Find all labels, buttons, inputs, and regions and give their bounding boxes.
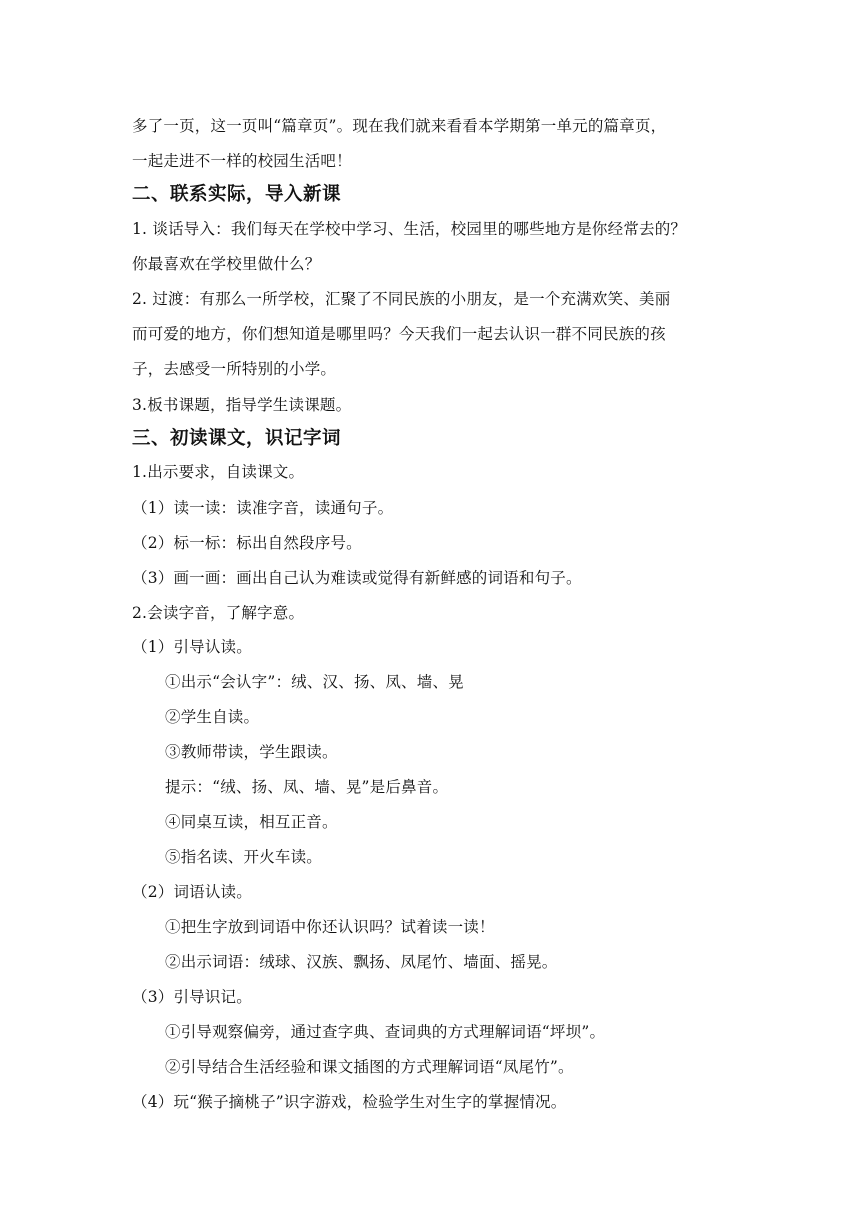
paragraph-line: 2. 过渡：有那么一所学校，汇聚了不同民族的小朋友，是一个充满欢笑、美丽 — [132, 290, 671, 308]
list-item: ③教师带读，学生跟读。 — [165, 743, 338, 761]
paragraph-line: 子，去感受一所特别的小学。 — [132, 360, 337, 378]
list-item: ①把生字放到词语中你还认识吗？试着读一读！ — [165, 918, 495, 936]
list-item: ①出示“会认字”：绒、汉、扬、凤、墙、晃 — [165, 673, 464, 691]
section-heading-2: 二、联系实际，导入新课 — [132, 184, 342, 205]
list-item: ②学生自读。 — [165, 708, 260, 726]
list-item: （1）读一读：读准字音，读通句子。 — [132, 499, 394, 517]
list-item: （3）画一画：画出自己认为难读或觉得有新鲜感的词语和句子。 — [132, 569, 582, 587]
list-item: ①引导观察偏旁，通过查字典、查词典的方式理解词语“坪坝”。 — [165, 1023, 606, 1041]
step-line: 2.会读字音，了解字意。 — [132, 604, 305, 622]
paragraph-line: 3.板书课题，指导学生读课题。 — [132, 396, 352, 414]
list-item: ②引导结合生活经验和课文插图的方式理解词语“凤尾竹”。 — [165, 1058, 574, 1076]
sub-step-line: （1）引导认读。 — [132, 638, 252, 656]
list-item: ②出示词语：绒球、汉族、飘扬、凤尾竹、墙面、摇晃。 — [165, 953, 558, 971]
intro-line-2: 一起走进不一样的校园生活吧！ — [132, 152, 352, 170]
paragraph-line: 1. 谈话导入：我们每天在学校中学习、生活，校园里的哪些地方是你经常去的？ — [132, 220, 687, 238]
paragraph-line: 而可爱的地方，你们想知道是哪里吗？今天我们一起去认识一群不同民族的孩 — [132, 325, 666, 343]
list-item: （2）标一标：标出自然段序号。 — [132, 534, 362, 552]
list-item: 提示：“绒、扬、凤、墙、晃”是后鼻音。 — [165, 778, 449, 796]
sub-step-line: （3）引导识记。 — [132, 988, 252, 1006]
intro-line-1: 多了一页，这一页叫“篇章页”。现在我们就来看看本学期第一单元的篇章页， — [132, 117, 667, 135]
list-item: ④同桌互读，相互正音。 — [165, 813, 338, 831]
step-line: 1.出示要求，自读课文。 — [132, 463, 305, 481]
section-heading-3: 三、初读课文，识记字词 — [132, 428, 342, 449]
sub-step-line: （2）词语认读。 — [132, 883, 252, 901]
paragraph-line: 你最喜欢在学校里做什么？ — [132, 255, 321, 273]
list-item: ⑤指名读、开火车读。 — [165, 848, 323, 866]
sub-step-line: （4）玩“猴子摘桃子”识字游戏，检验学生对生字的掌握情况。 — [132, 1093, 567, 1111]
